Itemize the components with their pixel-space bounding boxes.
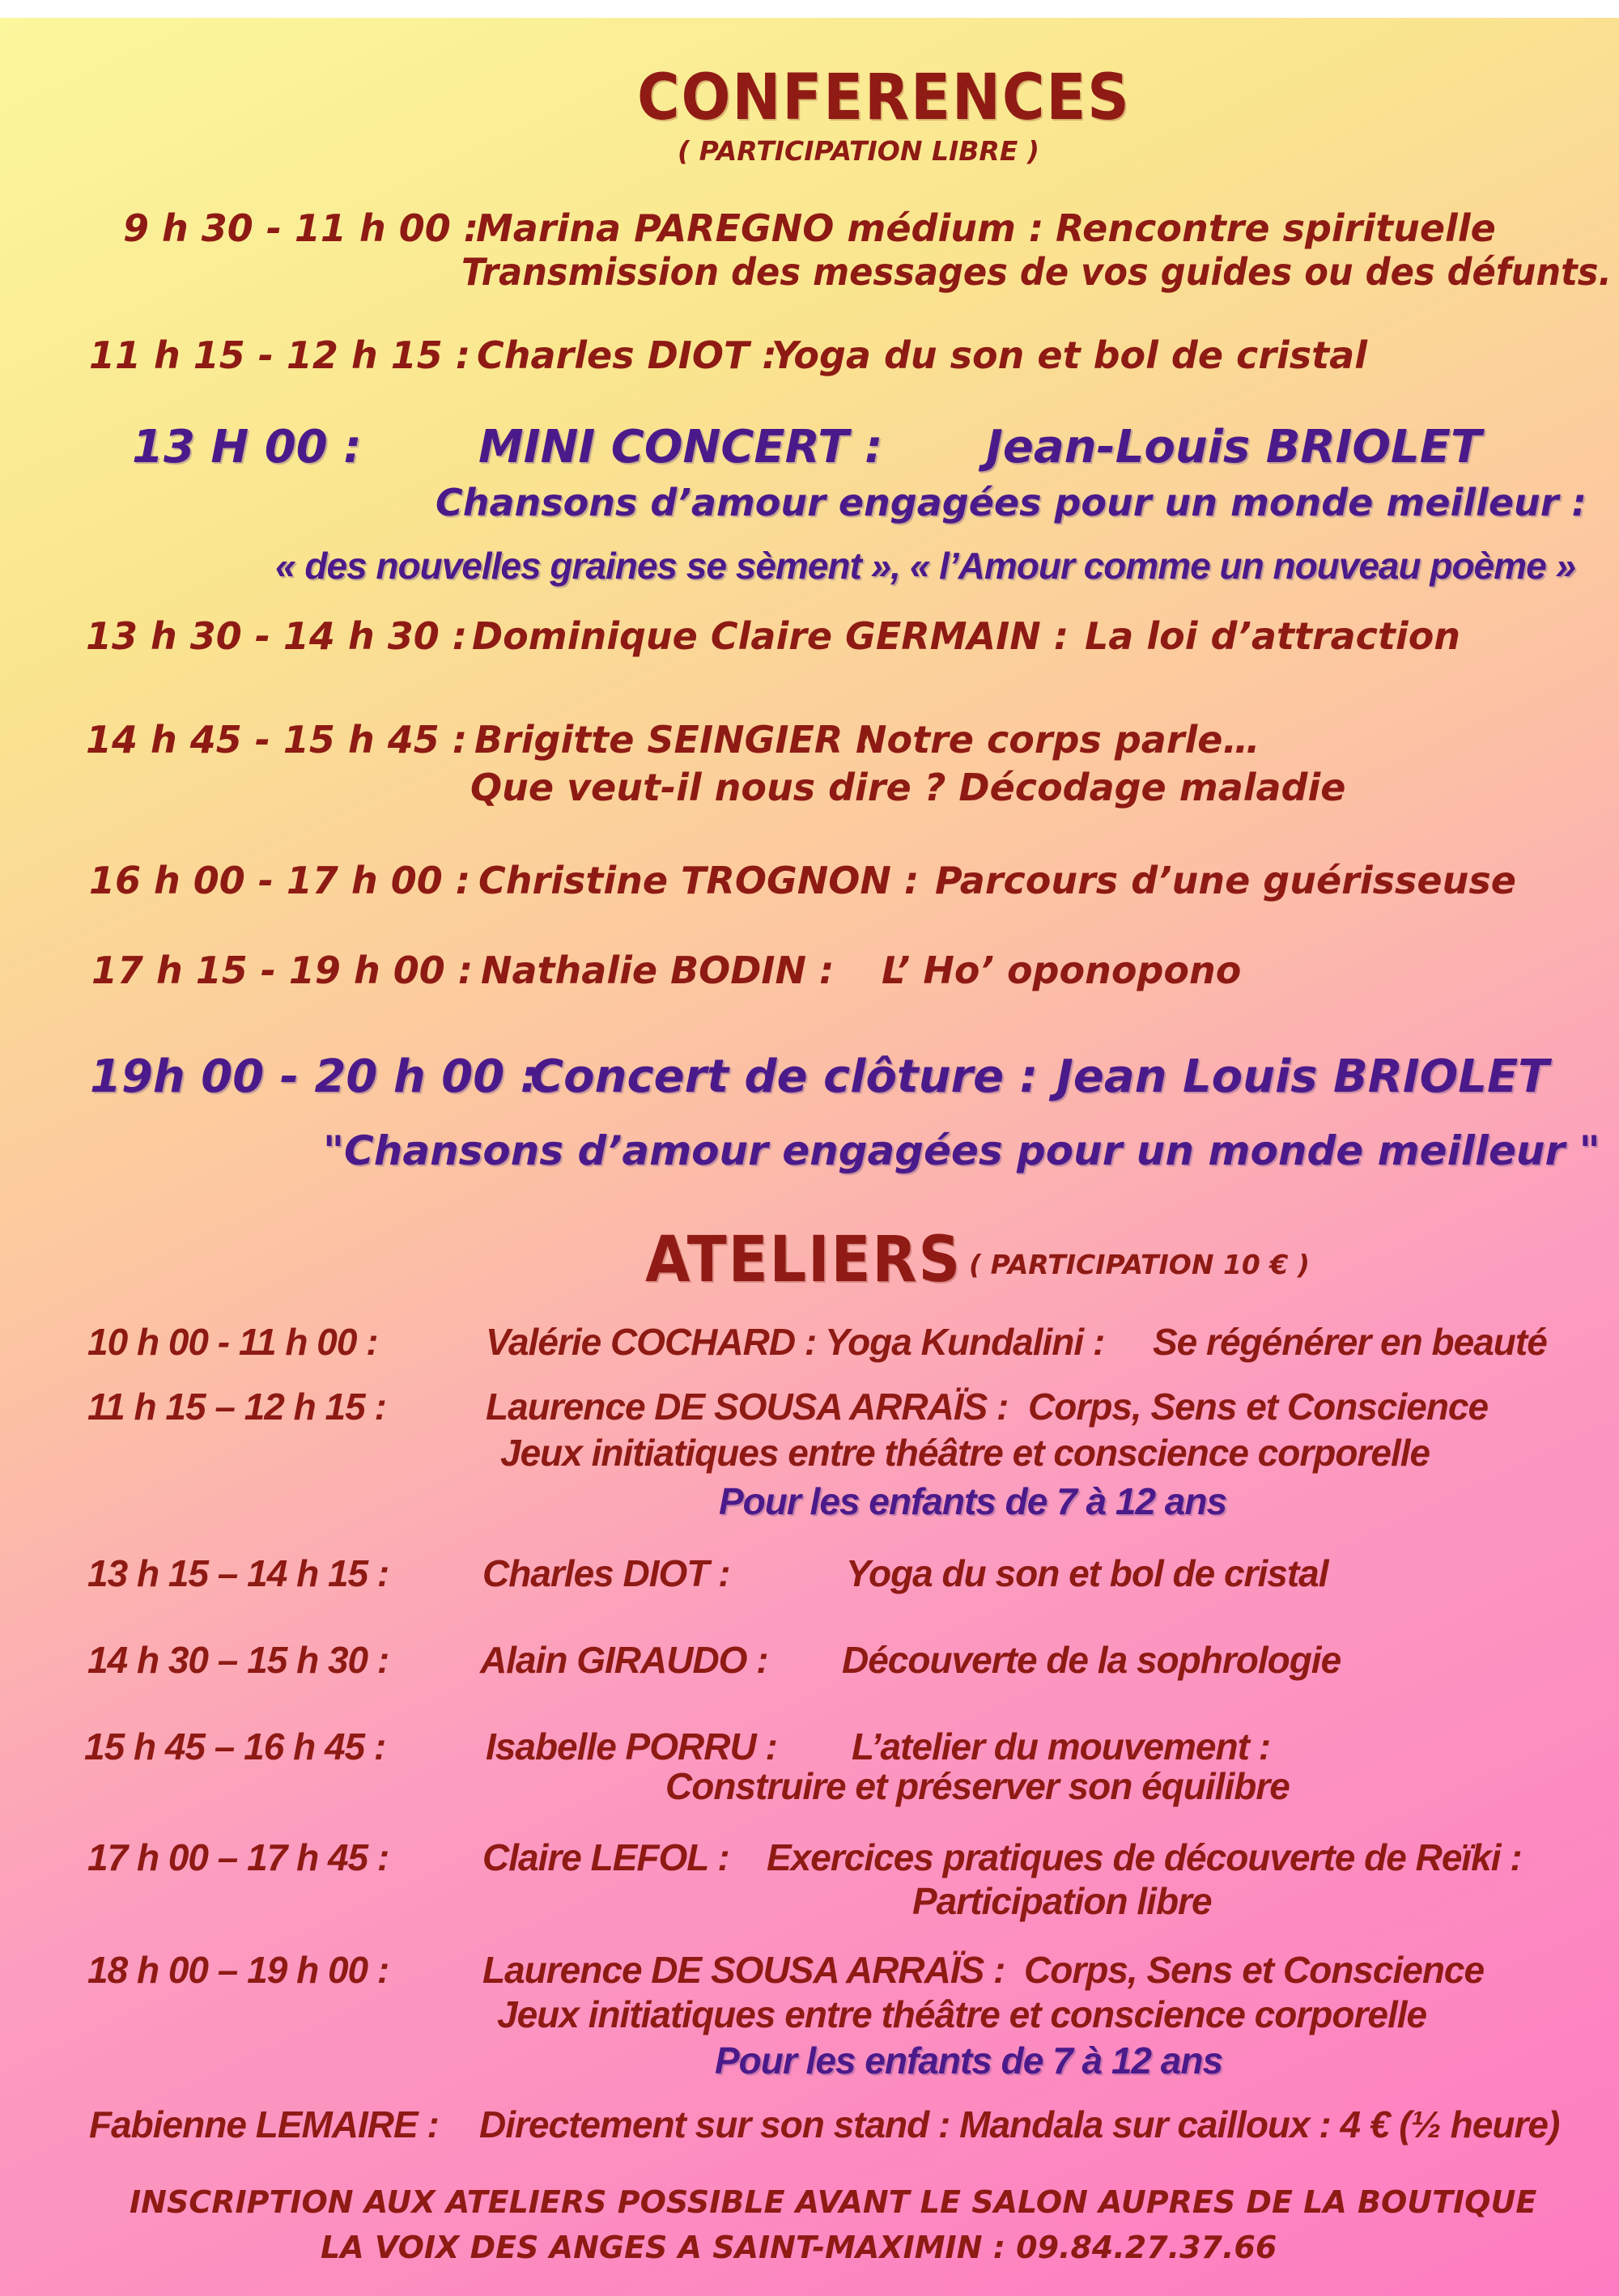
atelier-detail: Jeux initiatiques entre théâtre et conscience corporelle: [497, 1993, 1427, 2035]
conf-time: 14 h 45 - 15 h 45 :: [86, 718, 468, 762]
atelier-speaker: Alain GIRAUDO :: [480, 1639, 768, 1681]
atelier-time: 18 h 00 – 19 h 00 :: [87, 1949, 389, 1991]
conf-time: 17 h 15 - 19 h 00 :: [91, 949, 474, 992]
atelier-topic: Exercices pratiques de découverte de Reïki :: [767, 1836, 1522, 1878]
atelier-topic: Corps, Sens et Conscience: [1028, 1386, 1489, 1428]
conf-detail: Que veut-il nous dire ? Décodage maladie: [470, 766, 1346, 809]
atelier-audience: Pour les enfants de 7 à 12 ans: [715, 2039, 1223, 2082]
conf-time: 16 h 00 - 17 h 00 :: [89, 859, 471, 902]
mini-concert-songs: « des nouvelles graines se sèment », « l’Amour comme un nouveau poème »: [275, 545, 1576, 587]
conf-topic: L’ Ho’ oponopono: [882, 949, 1242, 992]
conf-time: 11 h 15 - 12 h 15 :: [89, 333, 471, 377]
conf-topic: Rencontre spirituelle: [1056, 206, 1496, 250]
inscription-line-2: LA VOIX DES ANGES A SAINT-MAXIMIN : 09.84.27.37.66: [321, 2230, 1277, 2265]
mini-concert-label: MINI CONCERT :: [478, 421, 883, 473]
conf-detail: Transmission des messages de vos guides ou des défunts.: [461, 250, 1612, 294]
conf-speaker: Dominique Claire GERMAIN :: [472, 614, 1069, 658]
conf-speaker: Christine TROGNON :: [478, 859, 920, 902]
mini-concert-time: 13 H 00 :: [132, 421, 362, 473]
conf-topic: La loi d’attraction: [1085, 614, 1461, 658]
conf-time: 13 h 30 - 14 h 30 :: [86, 614, 468, 658]
atelier-topic: Yoga du son et bol de cristal: [846, 1552, 1328, 1594]
atelier-detail: Jeux initiatiques entre théâtre et conscience corporelle: [500, 1432, 1430, 1474]
ateliers-title: ATELIERS: [645, 1224, 962, 1297]
atelier-speaker: Charles DIOT :: [482, 1552, 730, 1594]
mini-concert-artist: Jean-Louis BRIOLET: [986, 421, 1482, 473]
closing-concert-time: 19h 00 - 20 h 00 :: [90, 1050, 539, 1103]
conf-speaker: Marina PAREGNO médium :: [476, 206, 1044, 250]
atelier-speaker: Claire LEFOL :: [482, 1836, 729, 1878]
conf-time: 9 h 30 - 11 h 00 :: [123, 206, 479, 250]
conf-speaker: Brigitte SEINGIER :: [474, 718, 871, 762]
atelier-time: 17 h 00 – 17 h 45 :: [87, 1836, 389, 1878]
mini-concert-description: Chansons d’amour engagées pour un monde meilleur :: [436, 481, 1587, 524]
inscription-line-1: INSCRIPTION AUX ATELIERS POSSIBLE AVANT LE SALON AUPRES DE LA BOUTIQUE: [130, 2184, 1537, 2220]
atelier-time: 15 h 45 – 16 h 45 :: [84, 1725, 386, 1768]
atelier-speaker: Valérie COCHARD : Yoga Kundalini :: [486, 1321, 1105, 1363]
atelier-speaker: Laurence DE SOUSA ARRAÏS :: [482, 1949, 1005, 1991]
conf-topic: Notre corps parle…: [856, 718, 1260, 762]
conf-speaker: Charles DIOT :: [477, 333, 777, 377]
atelier-detail: Participation libre: [912, 1880, 1212, 1922]
atelier-topic: Découverte de la sophrologie: [842, 1639, 1341, 1681]
atelier-detail: Construire et préserver son équilibre: [665, 1765, 1290, 1807]
conf-speaker: Nathalie BODIN :: [481, 949, 835, 992]
atelier-audience: Pour les enfants de 7 à 12 ans: [719, 1480, 1227, 1522]
atelier-time: 10 h 00 - 11 h 00 :: [87, 1321, 378, 1363]
atelier-speaker: Isabelle PORRU :: [486, 1725, 777, 1768]
closing-concert-description: "Chansons d’amour engagées pour un monde meilleur ": [323, 1127, 1600, 1174]
ateliers-subtitle: ( PARTICIPATION 10 € ): [969, 1249, 1310, 1280]
conferences-subtitle: ( PARTICIPATION LIBRE ): [678, 135, 1039, 167]
conf-topic: Parcours d’une guérisseuse: [935, 859, 1516, 902]
atelier-time: 13 h 15 – 14 h 15 :: [87, 1552, 389, 1594]
stand-name: Fabienne LEMAIRE :: [89, 2103, 439, 2145]
closing-concert-artist: Jean Louis BRIOLET: [1056, 1050, 1549, 1103]
conferences-title: CONFERENCES: [637, 62, 1131, 134]
closing-concert-label: Concert de clôture :: [530, 1050, 1039, 1103]
atelier-speaker: Laurence DE SOUSA ARRAÏS :: [486, 1386, 1009, 1428]
atelier-topic: Corps, Sens et Conscience: [1024, 1949, 1485, 1991]
atelier-time: 14 h 30 – 15 h 30 :: [87, 1639, 389, 1681]
stand-description: Directement sur son stand : Mandala sur cailloux : 4 € (½ heure): [479, 2103, 1560, 2145]
atelier-topic: Se régénérer en beauté: [1153, 1321, 1547, 1363]
conf-topic: Yoga du son et bol de cristal: [771, 333, 1367, 377]
atelier-topic: L’atelier du mouvement :: [852, 1725, 1271, 1768]
atelier-time: 11 h 15 – 12 h 15 :: [87, 1386, 386, 1428]
